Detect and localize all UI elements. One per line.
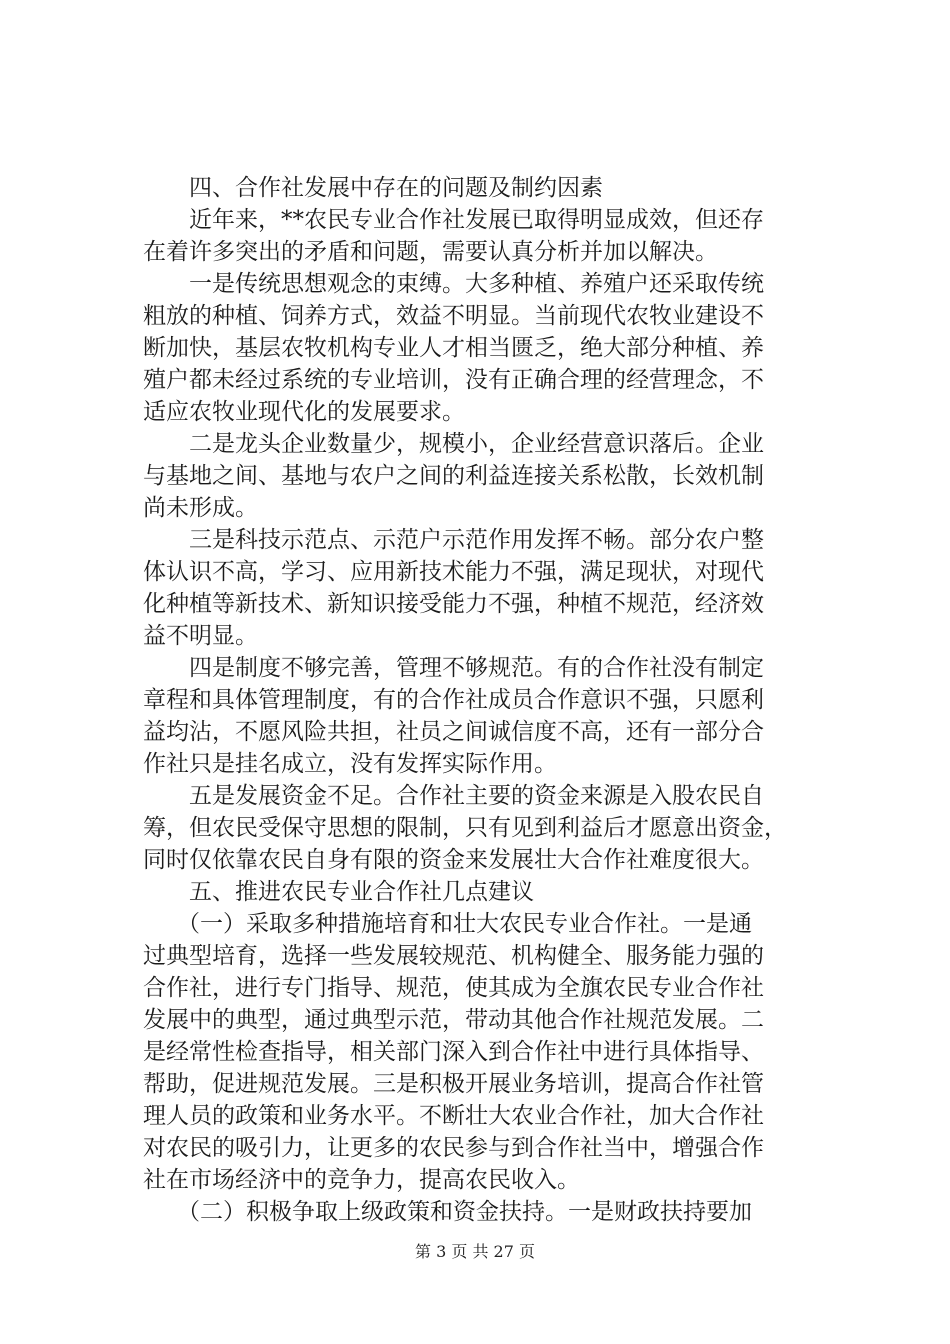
paragraph-line: 四是制度不够完善，管理不够规范。有的合作社没有制定 bbox=[189, 655, 764, 681]
section-heading: 五、推进农民专业合作社几点建议 bbox=[189, 879, 534, 905]
paragraph-line: 筹，但农民受保守思想的限制，只有见到利益后才愿意出资金， bbox=[143, 815, 787, 841]
section-heading: 四、合作社发展中存在的问题及制约因素 bbox=[189, 175, 603, 201]
paragraph-line: 益不明显。 bbox=[143, 623, 258, 649]
paragraph-line: 一是传统思想观念的束缚。大多种植、养殖户还采取传统 bbox=[189, 271, 764, 297]
paragraph-line: 尚未形成。 bbox=[143, 495, 258, 521]
paragraph-line: 帮助，促进规范发展。三是积极开展业务培训，提高合作社管 bbox=[143, 1071, 764, 1097]
paragraph-line: 二是龙头企业数量少，规模小，企业经营意识落后。企业 bbox=[189, 431, 764, 457]
paragraph-line: 化种植等新技术、新知识接受能力不强，种植不规范，经济效 bbox=[143, 591, 764, 617]
paragraph-line: 同时仅依靠农民自身有限的资金来发展壮大合作社难度很大。 bbox=[143, 847, 764, 873]
paragraph-line: 三是科技示范点、示范户示范作用发挥不畅。部分农户整 bbox=[189, 527, 764, 553]
paragraph-line: 对农民的吸引力，让更多的农民参与到合作社当中，增强合作 bbox=[143, 1135, 764, 1161]
paragraph-line: 在着许多突出的矛盾和问题，需要认真分析并加以解决。 bbox=[143, 239, 718, 265]
paragraph-line: 是经常性检查指导，相关部门深入到合作社中进行具体指导、 bbox=[143, 1039, 764, 1065]
paragraph-line: 合作社，进行专门指导、规范，使其成为全旗农民专业合作社 bbox=[143, 975, 764, 1001]
paragraph-line: 近年来，**农民专业合作社发展已取得明显成效，但还存 bbox=[189, 207, 764, 233]
paragraph-line: 社在市场经济中的竞争力，提高农民收入。 bbox=[143, 1167, 580, 1193]
paragraph-line: 益均沾，不愿风险共担，社员之间诚信度不高，还有一部分合 bbox=[143, 719, 764, 745]
paragraph-line: （一）采取多种措施培育和壮大农民专业合作社。一是通 bbox=[177, 911, 752, 937]
paragraph-line: 五是发展资金不足。合作社主要的资金来源是入股农民自 bbox=[189, 783, 764, 809]
paragraph-line: 体认识不高，学习、应用新技术能力不强，满足现状，对现代 bbox=[143, 559, 764, 585]
paragraph-line: 作社只是挂名成立，没有发挥实际作用。 bbox=[143, 751, 557, 777]
paragraph-line: 断加快，基层农牧机构专业人才相当匮乏，绝大部分种植、养 bbox=[143, 335, 764, 361]
paragraph-line: 理人员的政策和业务水平。不断壮大农业合作社，加大合作社 bbox=[143, 1103, 764, 1129]
paragraph-line: 过典型培育，选择一些发展较规范、机构健全、服务能力强的 bbox=[143, 943, 764, 969]
paragraph-line: 发展中的典型，通过典型示范，带动其他合作社规范发展。二 bbox=[143, 1007, 764, 1033]
paragraph-line: 章程和具体管理制度，有的合作社成员合作意识不强，只愿利 bbox=[143, 687, 764, 713]
paragraph-line: 适应农牧业现代化的发展要求。 bbox=[143, 399, 465, 425]
page-number-footer: 第 3 页 共 27 页 bbox=[415, 1242, 535, 1261]
document-body bbox=[143, 172, 831, 1228]
paragraph-line: （二）积极争取上级政策和资金扶持。一是财政扶持要加 bbox=[177, 1199, 752, 1225]
paragraph-line: 与基地之间、基地与农户之间的利益连接关系松散，长效机制 bbox=[143, 463, 764, 489]
paragraph-line: 粗放的种植、饲养方式，效益不明显。当前现代农牧业建设不 bbox=[143, 303, 764, 329]
paragraph-line: 殖户都未经过系统的专业培训，没有正确合理的经营理念，不 bbox=[143, 367, 764, 393]
